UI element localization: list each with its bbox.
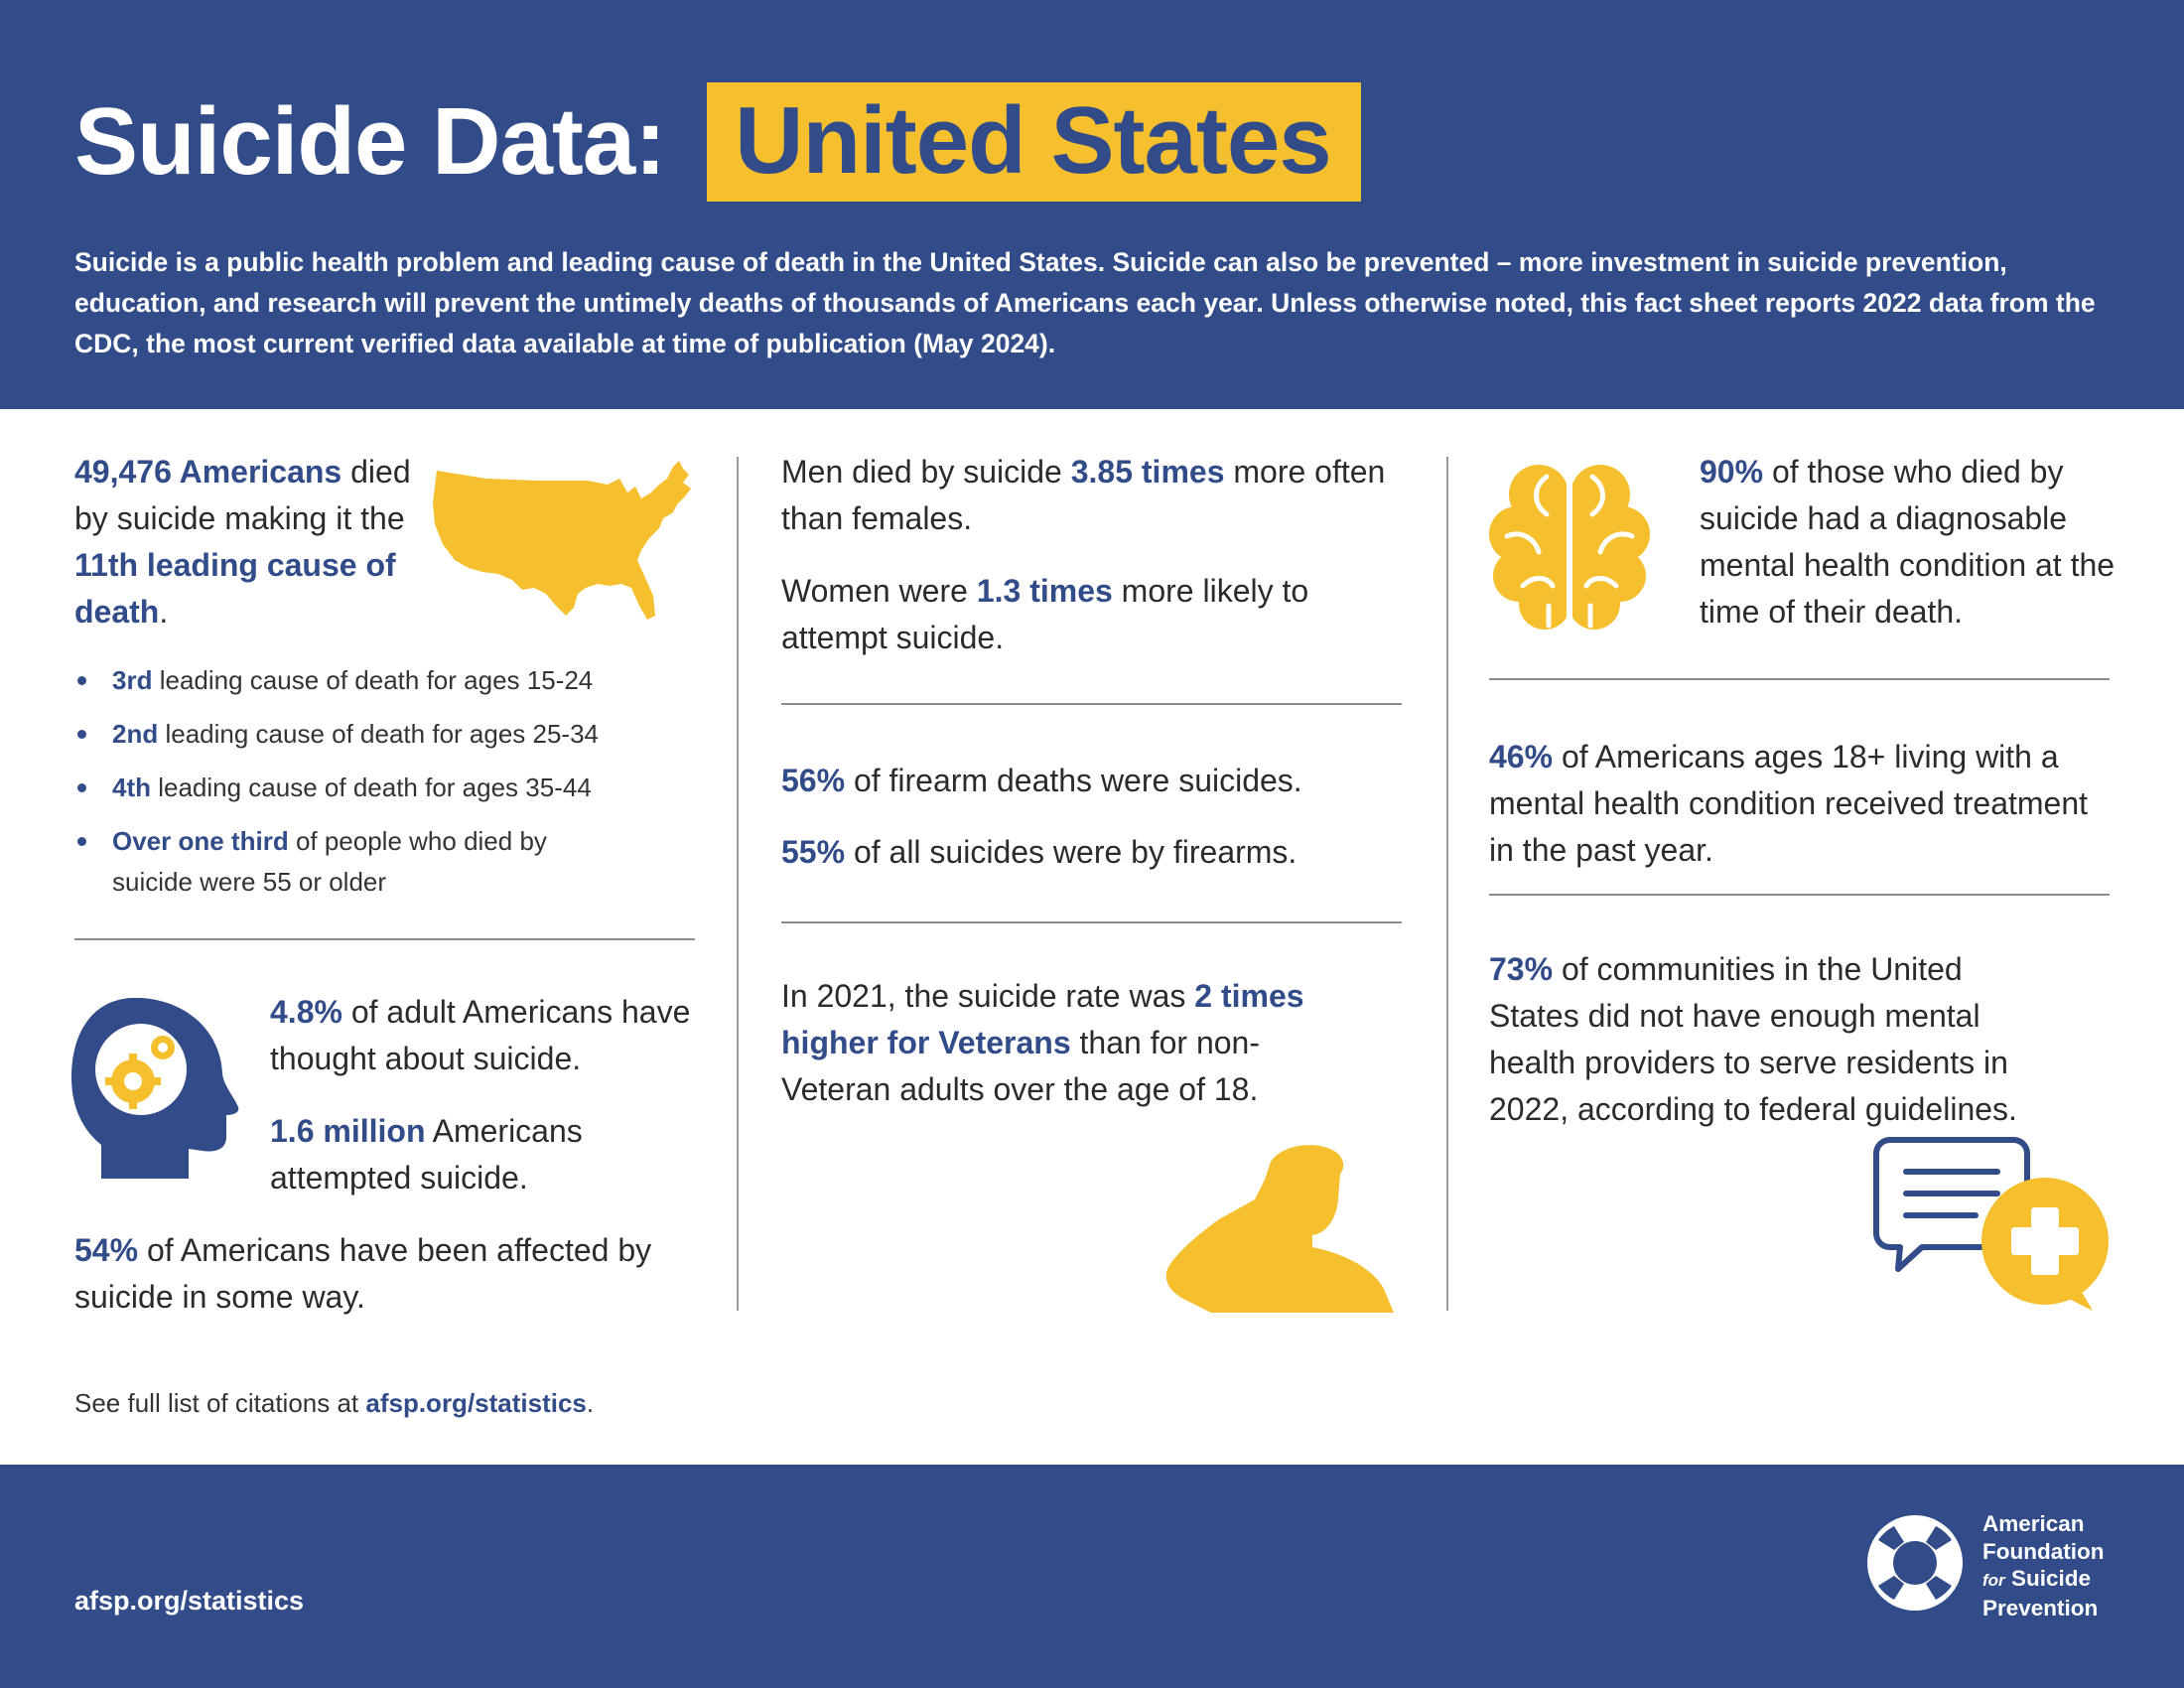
stat-men [781, 449, 1397, 542]
org-line-1: American [1982, 1511, 2085, 1536]
stat-firearm-deaths [781, 758, 1397, 804]
stat-women-text2: more likely to attempt suicide. [781, 573, 1309, 655]
bullet-bold: 4th [112, 773, 151, 802]
stat-firearm2-bold: 55% [781, 834, 846, 870]
stat-men-bold: 3.85 times [1070, 454, 1225, 490]
stat-mental-bold: 90% [1700, 454, 1764, 490]
stat-firearm-suicides [781, 829, 1397, 876]
stat-providers-text: of communities in the United States did not have enough mental health providers to serve residents in 2022, according to federal guidelines. [1489, 951, 2017, 1127]
stat-total-deaths-end: . [159, 594, 169, 630]
separator-col2-b [781, 921, 1402, 923]
citation-line [74, 1388, 594, 1419]
column-divider-1 [737, 457, 739, 1311]
stat-mental-text: of those who died by suicide had a diagnosable mental health condition at the time of their death. [1700, 454, 2116, 630]
stat-treatment [1489, 734, 2095, 874]
stat-women [781, 568, 1397, 661]
saluting-soldier-icon [1163, 1140, 1402, 1313]
intro-text: Suicide is a public health problem and leading cause of death in the United States. Suicide can also be prevented – more investment in suicide prevention, education, and research will prevent the untimely deaths of thousands of Americans each year. Unless otherwise noted, this fact sheet reports 2022 data from the CDC, the most current verified data available at time of publication (May 2024). [74, 247, 2096, 358]
stat-thoughts-text: of adult Americans have thought about suicide. [270, 994, 691, 1076]
list-item [74, 660, 710, 701]
column-divider-2 [1446, 457, 1448, 1311]
stat-providers [1489, 946, 2045, 1133]
stat-men-text2: more often than females. [781, 454, 1386, 536]
chat-plus-icon [1872, 1136, 2113, 1313]
list-item [74, 821, 630, 903]
bullet-text: leading cause of death for ages 25-34 [165, 719, 600, 749]
stat-women-text1: Women were [781, 573, 968, 609]
stat-mental-condition [1700, 449, 2126, 635]
citation-link[interactable]: afsp.org/statistics [365, 1388, 587, 1418]
head-gear-icon [71, 998, 240, 1182]
footer-banner [0, 1465, 2184, 1688]
stat-attempts-bold: 1.6 million [270, 1113, 426, 1149]
list-item [74, 714, 710, 755]
stat-firearm1-bold: 56% [781, 763, 846, 798]
bullet-text: of people who died by suicide were 55 or older [112, 826, 547, 897]
brain-icon [1487, 457, 1652, 633]
stat-total-deaths-bold: 49,476 Americans [74, 454, 342, 490]
stat-thoughts-bold: 4.8% [270, 994, 342, 1030]
stat-providers-bold: 73% [1489, 951, 1554, 987]
stat-attempts [270, 1108, 707, 1201]
stat-affected-bold: 54% [74, 1232, 139, 1268]
org-line-2: Foundation [1982, 1538, 2105, 1564]
bullet-bold: 2nd [112, 719, 159, 749]
separator-col1 [74, 938, 695, 940]
separator-col3-a [1489, 678, 2110, 680]
stat-firearm1-text: of firearm deaths were suicides. [853, 763, 1302, 798]
org-name [1982, 1510, 2104, 1621]
bullet-bold: 3rd [112, 665, 153, 695]
stat-veterans-bold: 2 times higher for Veterans [781, 978, 1304, 1060]
bullet-bold: Over one third [112, 826, 289, 856]
lifebuoy-logo-icon [1864, 1512, 1966, 1614]
bullet-text: leading cause of death for ages 35-44 [158, 773, 592, 802]
stat-veterans-text2: than for non-Veteran adults over the age of 18. [781, 1025, 1260, 1107]
org-for: for [1982, 1571, 2005, 1590]
stat-veterans [781, 973, 1367, 1113]
age-bullet-list [74, 660, 710, 915]
stat-suicidal-thoughts [270, 989, 707, 1082]
stat-total-deaths-text: died by suicide making it the [74, 454, 411, 536]
stat-attempts-text: Americans attempted suicide. [270, 1113, 583, 1196]
citation-end: . [586, 1388, 595, 1418]
stat-affected-text: of Americans have been affected by suicide in some way. [74, 1232, 652, 1315]
stat-firearm2-text: of all suicides were by firearms. [853, 834, 1297, 870]
footer-url[interactable]: afsp.org/statistics [74, 1586, 305, 1616]
title-highlight: United States [707, 82, 1360, 202]
stat-affected [74, 1227, 710, 1321]
org-line-3: Suicide [2010, 1566, 2091, 1591]
stat-leading-cause-bold: 11th leading cause of death [74, 547, 396, 630]
header-banner [0, 0, 2184, 409]
title-prefix: Suicide Data: [74, 88, 666, 195]
org-line-4: Prevention [1982, 1595, 2099, 1620]
bullet-text: leading cause of death for ages 15-24 [159, 665, 594, 695]
stat-treatment-bold: 46% [1489, 739, 1554, 774]
usa-map-icon [429, 457, 697, 635]
separator-col2-a [781, 703, 1402, 705]
citation-text: See full list of citations at [74, 1388, 359, 1418]
list-item [74, 768, 710, 808]
stat-women-bold: 1.3 times [976, 573, 1113, 609]
stat-total-deaths [74, 449, 432, 635]
stat-treatment-text: of Americans ages 18+ living with a mental health condition received treatment in the past year. [1489, 739, 2089, 868]
page-title [74, 77, 1361, 207]
stat-veterans-text1: In 2021, the suicide rate was [781, 978, 1186, 1014]
stat-men-text1: Men died by suicide [781, 454, 1062, 490]
separator-col3-b [1489, 894, 2110, 896]
